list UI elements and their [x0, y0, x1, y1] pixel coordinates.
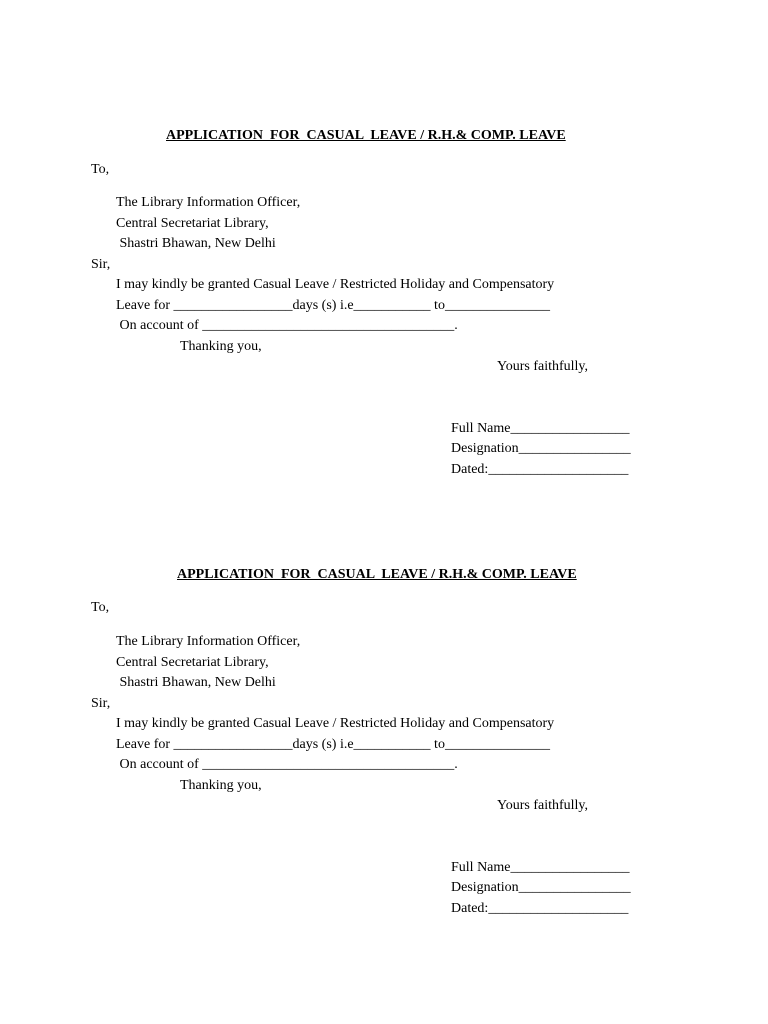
dated-line: Dated:____________________ [451, 462, 629, 477]
leave-days-line: Leave for _________________days (s) i.e___________ to_______________ [116, 298, 550, 313]
salutation-sir: Sir, [91, 696, 111, 711]
full-name-line: Full Name_________________ [451, 860, 630, 875]
reason-line: On account of ____________________________________. [116, 318, 458, 333]
full-name-line: Full Name_________________ [451, 421, 630, 436]
salutation-to: To, [91, 600, 110, 615]
thanks-text: Thanking you, [180, 778, 262, 793]
closing-text: Yours faithfully, [497, 798, 589, 813]
address-line: Shastri Bhawan, New Delhi [116, 675, 276, 690]
form-title: APPLICATION FOR CASUAL LEAVE / R.H.& COMP. LEAVE [177, 567, 577, 582]
closing-text: Yours faithfully, [497, 359, 589, 374]
address-line: The Library Information Officer, [116, 195, 301, 210]
address-line: Central Secretariat Library, [116, 216, 269, 231]
designation-line: Designation________________ [451, 441, 631, 456]
leave-days-line: Leave for _________________days (s) i.e___________ to_______________ [116, 737, 550, 752]
leave-application-form [0, 440, 768, 916]
designation-line: Designation________________ [451, 880, 631, 895]
dated-line: Dated:____________________ [451, 901, 629, 916]
salutation-sir: Sir, [91, 257, 111, 272]
body-line: I may kindly be granted Casual Leave / Restricted Holiday and Compensatory [116, 277, 555, 292]
form-title: APPLICATION FOR CASUAL LEAVE / R.H.& COMP. LEAVE [166, 128, 566, 143]
address-line: The Library Information Officer, [116, 634, 301, 649]
thanks-text: Thanking you, [180, 339, 262, 354]
address-line: Central Secretariat Library, [116, 655, 269, 670]
salutation-to: To, [91, 162, 110, 177]
address-line: Shastri Bhawan, New Delhi [116, 236, 276, 251]
leave-application-form [0, 0, 768, 477]
body-line: I may kindly be granted Casual Leave / Restricted Holiday and Compensatory [116, 716, 555, 731]
reason-line: On account of ____________________________________. [116, 757, 458, 772]
